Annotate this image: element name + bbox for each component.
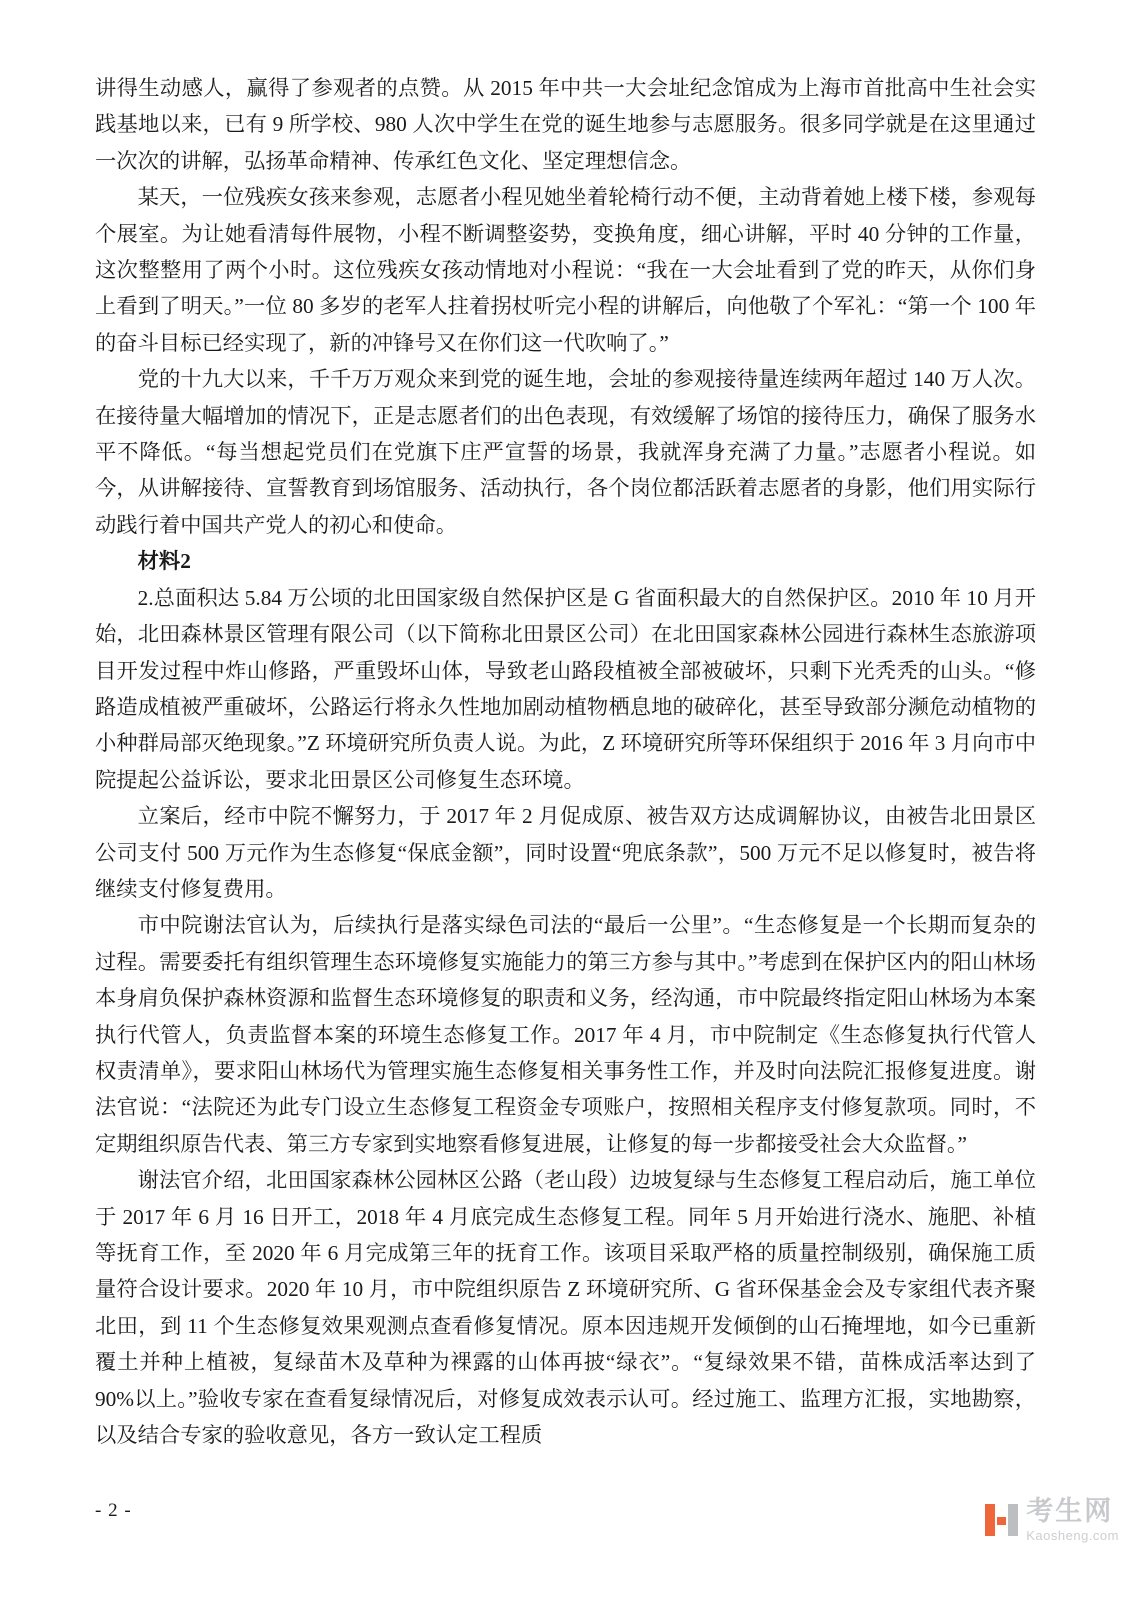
page-number: - 2 -: [95, 1500, 132, 1521]
kaosheng-logo-icon: [983, 1498, 1021, 1542]
watermark-brand: 考生网: [1026, 1496, 1114, 1526]
paragraph-judge-xie-opinion: 市中院谢法官认为，后续执行是落实绿色司法的“最后一公里”。“生态修复是一个长期而复杂的过程。需要委托有组织管理生态环境修复实施能力的第三方参与其中。”考虑到在保护区内的阳山林场本身肩负保护森林资源和监督生态环境修复的职责和义务，经沟通，市中院最终指定阳山林场为本案执行代管人，负责监督本案的环境生态修复工作。2017 年 4 月，市中院制定《生态修复执行代管人权责清单》，要求阳山林场代为管理实施生态修复相关事务性工作，并及时向法院汇报修复进度。谢法官说：“法院还为此专门设立生态修复工程资金专项账户，按照相关程序支付修复款项。同时，不定期组织原告代表、第三方专家到实地察看修复进展，让修复的每一步都接受社会大众监督。”: [95, 913, 1036, 1156]
watermark-text: [1026, 1498, 1119, 1542]
paragraph-mediation-agreement: 立案后，经市中院不懈努力，于 2017 年 2 月促成原、被告双方达成调解协议，由被告北田景区公司支付 500 万元作为生态修复“保底金额”，同时设置“兜底条款”，500 万元不足以修复时，被告将继续支付修复费用。: [95, 804, 1036, 901]
paragraph-disabled-girl-story: 某天，一位残疾女孩来参观，志愿者小程见她坐着轮椅行动不便，主动背着她上楼下楼，参观每个展室。为让她看清每件展物，小程不断调整姿势，变换角度，细心讲解，平时 40 分钟的工作量，这次整整用了两个小时。这位残疾女孩动情地对小程说：“我在一大会址看到了党的昨天，从你们身上看到了明天。”一位 80 多岁的老军人拄着拐杖听完小程的讲解后，向他敬了个军礼：“第一个 100 年的奋斗目标已经实现了，新的冲锋号又在你们这一代吹响了。”: [95, 185, 1036, 355]
paragraph-19th-congress: 党的十九大以来，千千万万观众来到党的诞生地，会址的参观接待量连续两年超过 140 万人次。在接待量大幅增加的情况下，正是志愿者们的出色表现，有效缓解了场馆的接待压力，确保了服务水平不降低。“每当想起党员们在党旗下庄严宣誓的场景，我就浑身充满了力量。”志愿者小程说。如今，从讲解接待、宣誓教育到场馆服务、活动执行，各个岗位都活跃着志愿者的身影，他们用实际行动践行着中国共产党人的初心和使命。: [95, 367, 1036, 537]
kaosheng-watermark: [983, 1498, 1119, 1542]
paragraph-volunteer-intro: 讲得生动感人，赢得了参观者的点赞。从 2015 年中共一大会址纪念馆成为上海市首批高中生社会实践基地以来，已有 9 所学校、980 人次中学生在党的诞生地参与志愿服务。很多同学就是在这里通过一次次的讲解，弘扬革命精神、传承红色文化、坚定理想信念。: [95, 76, 1036, 173]
paragraph-beitian-reserve: 2.总面积达 5.84 万公顷的北田国家级自然保护区是 G 省面积最大的自然保护区。2010 年 10 月开始，北田森林景区管理有限公司（以下简称北田景区公司）在北田国家森林公园进行森林生态旅游项目开发过程中炸山修路，严重毁坏山体，导致老山路段植被全部被破坏，只剩下光秃秃的山头。“修路造成植被严重破坏，公路运行将永久性地加剧动植物栖息地的破碎化，甚至导致部分濒危动植物的小种群局部灭绝现象。”Z 环境研究所负责人说。为此，Z 环境研究所等环保组织于 2016 年 3 月向市中院提起公益诉讼，要求北田景区公司修复生态环境。: [95, 585, 1036, 792]
paragraph-restoration-project: 谢法官介绍，北田国家森林公园林区公路（老山段）边坡复绿与生态修复工程启动后，施工单位于 2017 年 6 月 16 日开工，2018 年 4 月底完成生态修复工程。同年 5 月开始进行浇水、施肥、补植等抚育工作，至 2020 年 6 月完成第三年的抚育工作。该项目采取严格的质量控制级别，确保施工质量符合设计要求。2020 年 10 月，市中院组织原告 Z 环境研究所、G 省环保基金会及专家组代表齐聚北田，到 11 个生态修复效果观测点查看修复情况。原本因违规开发倾倒的山石掩埋地，如今已重新覆土并种上植被，复绿苗木及草种为裸露的山体再披“绿衣”。“复绿效果不错，苗株成活率达到了 90%以上。”验收专家在查看复绿情况后，对修复成效表示认可。经过施工、监理方汇报，实地勘察，以及结合专家的验收意见，各方一致认定工程质: [95, 1168, 1036, 1448]
watermark-domain: Kaosheng.com: [1026, 1528, 1119, 1543]
document-body: [95, 70, 1036, 1453]
section-heading-material-2: 材料2: [137, 549, 191, 574]
